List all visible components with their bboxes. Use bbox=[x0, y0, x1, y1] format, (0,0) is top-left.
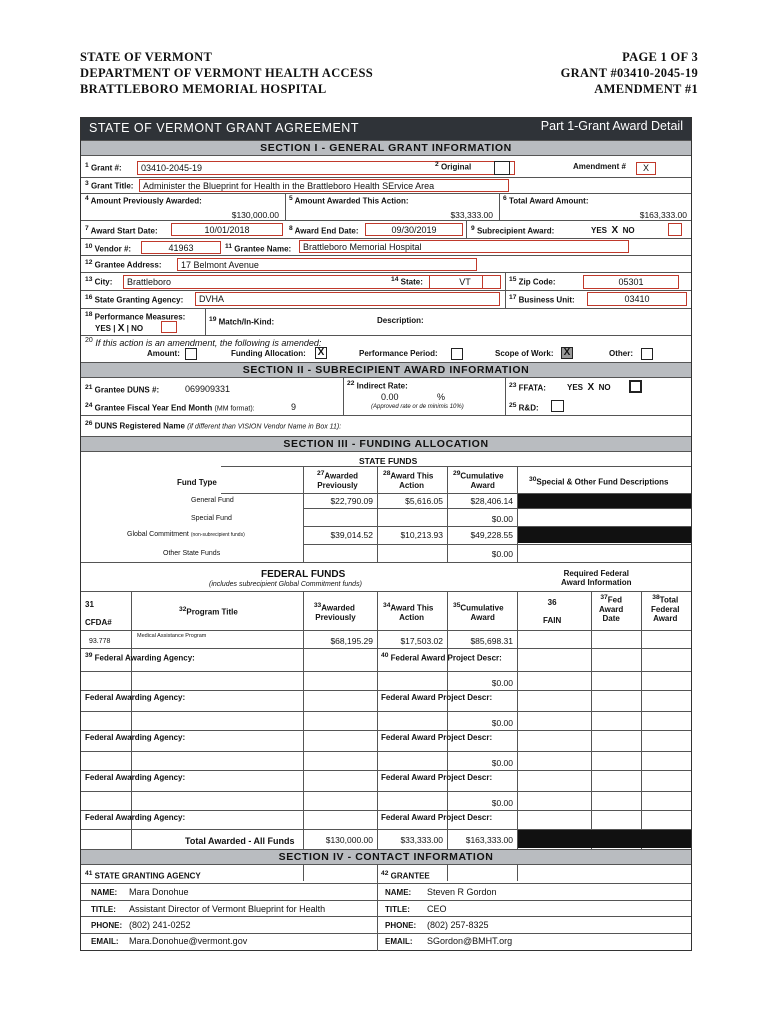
federal-funds-note: (includes subrecipient Global Commitment funds) bbox=[209, 581, 362, 588]
fiscal-label: $^{24}$ Grantee Fiscal Year End Month (MM format): bbox=[85, 402, 255, 413]
header-state: STATE OF VERMONT bbox=[80, 50, 213, 64]
address-field[interactable]: 17 Belmont Avenue bbox=[177, 258, 477, 271]
amend-period-label: Performance Period: bbox=[359, 349, 438, 358]
amend-funding-label: Funding Allocation: bbox=[231, 349, 306, 358]
amend-scope-checkbox[interactable]: X bbox=[561, 347, 573, 359]
fed-cum-header: $^{35}$Cumulative Award bbox=[453, 602, 504, 622]
total-awarded-label: Total Awarded - All Funds bbox=[185, 836, 295, 846]
global-cum: $49,228.55 bbox=[470, 530, 513, 540]
amend-other-checkbox[interactable] bbox=[641, 348, 653, 360]
agency-label: $^{16}$ State Granting Agency: bbox=[85, 294, 184, 305]
prev-awarded-value: $130,000.00 bbox=[231, 210, 279, 220]
agency-email-value[interactable]: Mara.Donohue@vermont.gov bbox=[129, 936, 248, 946]
zip-field[interactable]: 05301 bbox=[583, 275, 679, 289]
indirect-rate-note: (Approved rate or de minimis 10%) bbox=[371, 404, 464, 410]
indirect-rate-pct: % bbox=[437, 392, 446, 402]
grant-no-field[interactable]: 03410-2045-19 bbox=[137, 161, 515, 175]
title-bar bbox=[81, 118, 691, 140]
amend-other-label: Other: bbox=[609, 349, 633, 358]
fed-desc-label-2: Federal Award Project Descr: bbox=[381, 693, 493, 702]
indirect-rate-label: $^{22}$ Indirect Rate: bbox=[347, 380, 408, 391]
grantee-title-label: TITLE: bbox=[385, 905, 410, 914]
fed-desc-label-1: $^{40}$ Federal Award Project Descr: bbox=[381, 652, 502, 663]
subrecipient-label: $^9$ Subrecipient Award: bbox=[471, 225, 555, 236]
amend-funding-checkbox[interactable]: X bbox=[315, 347, 327, 359]
fed-agency-label-4: Federal Awarding Agency: bbox=[85, 773, 186, 782]
fed-date-header: $^{37}$Fed Award Date bbox=[599, 594, 624, 623]
fed-desc-label-3: Federal Award Project Descr: bbox=[381, 733, 493, 742]
row-global-commitment: Global Commitment (non-subrecipient funds) bbox=[127, 531, 245, 538]
fed-zero-2: $0.00 bbox=[491, 718, 513, 728]
section-4-header: SECTION IV - CONTACT INFORMATION bbox=[81, 849, 691, 865]
row-general-fund: General Fund bbox=[191, 497, 234, 504]
req-fed-header: Required Federal Award Information bbox=[561, 569, 632, 587]
original-checkbox[interactable] bbox=[494, 161, 510, 175]
state-agency-heading: $^{41}$ STATE GRANTING AGENCY bbox=[85, 870, 201, 881]
total-award-label: $^6$ Total Award Amount: bbox=[503, 195, 589, 206]
row-other-state: Other State Funds bbox=[163, 550, 221, 557]
agency-name-label: NAME: bbox=[91, 888, 118, 897]
grantee-phone-value: (802) 257-8325 bbox=[427, 920, 489, 930]
fund-type-header: Fund Type bbox=[177, 478, 217, 487]
city-field[interactable]: Brattleboro bbox=[123, 275, 483, 289]
total-this: $33,333.00 bbox=[400, 835, 443, 845]
subrecipient-options: YES X NO bbox=[591, 225, 635, 236]
rnd-label: $^{25}$ R&D: bbox=[509, 402, 539, 413]
total-award-value: $163,333.00 bbox=[639, 210, 687, 220]
special-cum: $0.00 bbox=[491, 514, 513, 524]
global-this: $10,213.93 bbox=[400, 530, 443, 540]
section-2-header: SECTION II - SUBRECIPIENT AWARD INFORMATION bbox=[81, 362, 691, 378]
fed-zero-4: $0.00 bbox=[491, 798, 513, 808]
grant-form bbox=[80, 117, 692, 951]
form-part-title: Part 1-Grant Award Detail bbox=[540, 119, 683, 133]
fed-program-title: Medical Assistance Program bbox=[137, 633, 207, 639]
grantee-name-contact-value: Steven R Gordon bbox=[427, 887, 497, 897]
agency-title-value: Assistant Director of Vermont Blueprint for Health bbox=[129, 904, 326, 914]
header-amendment: AMENDMENT #1 bbox=[594, 82, 698, 96]
amend-period-checkbox[interactable] bbox=[451, 348, 463, 360]
fiscal-value: 9 bbox=[291, 402, 297, 412]
vendor-field[interactable]: 41963 bbox=[141, 241, 221, 254]
duns-label: $^{21}$ Grantee DUNS #: bbox=[85, 384, 160, 395]
this-action-value: $33,333.00 bbox=[450, 210, 493, 220]
fain-header: 36 FAIN bbox=[543, 598, 562, 625]
global-prev: $39,014.52 bbox=[330, 530, 373, 540]
fed-zero-1: $0.00 bbox=[491, 678, 513, 688]
cfda-header: 31 CFDA# bbox=[85, 600, 112, 627]
description-label: Description: bbox=[377, 316, 424, 325]
amend-amount-label: Amount: bbox=[147, 349, 180, 358]
fed-cfda-value: 93.778 bbox=[89, 638, 111, 645]
col-this-header: $^{28}$Award This Action bbox=[383, 470, 434, 490]
grantee-name-contact-label: NAME: bbox=[385, 888, 412, 897]
state-field[interactable]: VT bbox=[429, 275, 501, 289]
grant-title-label: $^3$ Grant Title: bbox=[85, 180, 134, 191]
original-label: $^2$ Original bbox=[435, 161, 472, 172]
total-prev: $130,000.00 bbox=[325, 835, 373, 845]
end-date-label: $^8$ Award End Date: bbox=[289, 225, 359, 236]
subrecipient-no-checkbox[interactable] bbox=[668, 223, 682, 236]
section-3-header: SECTION III - FUNDING ALLOCATION bbox=[81, 436, 691, 452]
agency-name-value: Mara Donohue bbox=[129, 887, 189, 897]
this-action-label: $^5$ Amount Awarded This Action: bbox=[289, 195, 409, 206]
fed-prev-header: $^{33}$Awarded Previously bbox=[313, 602, 356, 622]
performance-options: YES | X | NO bbox=[95, 323, 144, 334]
header-right bbox=[561, 49, 698, 97]
rnd-checkbox[interactable] bbox=[551, 400, 564, 412]
duns-registered-label: $^{26}$ DUNS Registered Name (if different than VISION Vendor Name in Box 11): bbox=[85, 420, 342, 431]
amend-note: $^{20}$ If this action is an amendment, the following is amended: bbox=[85, 337, 322, 348]
total-cum: $163,333.00 bbox=[465, 835, 513, 845]
business-unit-field[interactable]: 03410 bbox=[587, 292, 687, 306]
match-label: $^{19}$ Match/In-Kind: bbox=[209, 316, 275, 327]
start-date-field[interactable]: 10/01/2018 bbox=[171, 223, 283, 236]
fed-this-value: $17,503.02 bbox=[400, 636, 443, 646]
total-fed-header: $^{38}$Total Federal Award bbox=[651, 594, 680, 623]
performance-label: $^{18}$ Performance Measures: bbox=[85, 311, 186, 322]
grantee-email-label: EMAIL: bbox=[385, 937, 413, 946]
agency-phone-label: PHONE: bbox=[91, 921, 123, 930]
fed-zero-3: $0.00 bbox=[491, 758, 513, 768]
fed-agency-label-5: Federal Awarding Agency: bbox=[85, 813, 186, 822]
amendment-field[interactable]: X bbox=[636, 162, 656, 175]
agency-phone-value: (802) 241-0252 bbox=[129, 920, 191, 930]
start-date-label: $^7$ Award Start Date: bbox=[85, 225, 158, 236]
header-left bbox=[80, 49, 373, 97]
state-funds-title: STATE FUNDS bbox=[359, 456, 418, 466]
header-page: PAGE 1 OF 3 bbox=[622, 50, 698, 64]
grantee-title-value: CEO bbox=[427, 904, 447, 914]
grantee-name-label: $^{11}$ Grantee Name: bbox=[225, 243, 292, 254]
agency-title-label: TITLE: bbox=[91, 905, 116, 914]
grant-no-label: $^1$ Grant #: bbox=[85, 162, 122, 173]
performance-no-checkbox[interactable] bbox=[161, 321, 177, 333]
agency-email-label: EMAIL: bbox=[91, 937, 119, 946]
header-department: DEPARTMENT OF VERMONT HEALTH ACCESS bbox=[80, 66, 373, 80]
grantee-heading: $^{42}$ GRANTEE bbox=[381, 870, 430, 881]
ffata-no-checkbox[interactable] bbox=[629, 380, 642, 393]
grantee-email-value[interactable]: SGordon@BMHT.org bbox=[427, 936, 513, 946]
business-unit-label: $^{17}$ Business Unit: bbox=[509, 294, 575, 305]
fed-agency-label-2: Federal Awarding Agency: bbox=[85, 693, 186, 702]
ffata-label: $^{23}$ FFATA: bbox=[509, 382, 546, 393]
other-cum: $0.00 bbox=[491, 549, 513, 559]
form-title: STATE OF VERMONT GRANT AGREEMENT bbox=[89, 121, 359, 135]
fed-agency-label-1: $^{39}$ Federal Awarding Agency: bbox=[85, 652, 195, 663]
indirect-rate-value: 0.00 bbox=[381, 392, 399, 402]
fed-prev-value: $68,195.29 bbox=[330, 636, 373, 646]
ffata-options: YES X NO bbox=[567, 382, 611, 393]
header-hospital: BRATTLEBORO MEMORIAL HOSPITAL bbox=[80, 82, 327, 96]
general-prev: $22,790.09 bbox=[330, 496, 373, 506]
col-prev-header: $^{27}$Awarded Previously bbox=[317, 470, 359, 490]
general-cum: $28,406.14 bbox=[470, 496, 513, 506]
end-date-field[interactable]: 09/30/2019 bbox=[365, 223, 463, 236]
header-grant: GRANT #03410-2045-19 bbox=[560, 66, 698, 80]
fed-desc-label-4: Federal Award Project Descr: bbox=[381, 773, 493, 782]
grantee-phone-label: PHONE: bbox=[385, 921, 417, 930]
fed-agency-label-3: Federal Awarding Agency: bbox=[85, 733, 186, 742]
amendment-label: Amendment # bbox=[573, 162, 626, 171]
amend-scope-label: Scope of Work: bbox=[495, 349, 554, 358]
amend-amount-checkbox[interactable] bbox=[185, 348, 197, 360]
vendor-label: $^{10}$ Vendor #: bbox=[85, 243, 132, 254]
grant-title-field[interactable]: Administer the Blueprint for Health in the Brattleboro Health SErvice Area bbox=[139, 179, 509, 192]
fed-cum-value: $85,698.31 bbox=[470, 636, 513, 646]
general-this: $5,616.05 bbox=[405, 496, 443, 506]
zip-label: $^{15}$ Zip Code: bbox=[509, 276, 556, 287]
city-label: $^{13}$ City: bbox=[85, 276, 113, 287]
fed-this-header: $^{34}$Award This Action bbox=[383, 602, 434, 622]
section-1-header: SECTION I - GENERAL GRANT INFORMATION bbox=[81, 140, 691, 156]
duns-value: 069909331 bbox=[185, 384, 231, 394]
row-special-fund: Special Fund bbox=[191, 515, 232, 522]
program-title-header: $^{32}$Program Title bbox=[179, 606, 238, 617]
state-label: $^{14}$ State: bbox=[391, 276, 423, 287]
fed-desc-label-5: Federal Award Project Descr: bbox=[381, 813, 493, 822]
agency-field[interactable]: DVHA bbox=[195, 292, 500, 306]
prev-awarded-label: $^4$ Amount Previously Awarded: bbox=[85, 195, 202, 206]
col-cum-header: $^{29}$Cumulative Award bbox=[453, 470, 504, 490]
grantee-name-field[interactable]: Brattleboro Memorial Hospital bbox=[299, 240, 629, 253]
address-label: $^{12}$ Grantee Address: bbox=[85, 259, 162, 270]
col-desc-header: $^{30}$Special & Other Fund Descriptions bbox=[529, 476, 669, 487]
federal-funds-title: FEDERAL FUNDS bbox=[261, 569, 346, 580]
